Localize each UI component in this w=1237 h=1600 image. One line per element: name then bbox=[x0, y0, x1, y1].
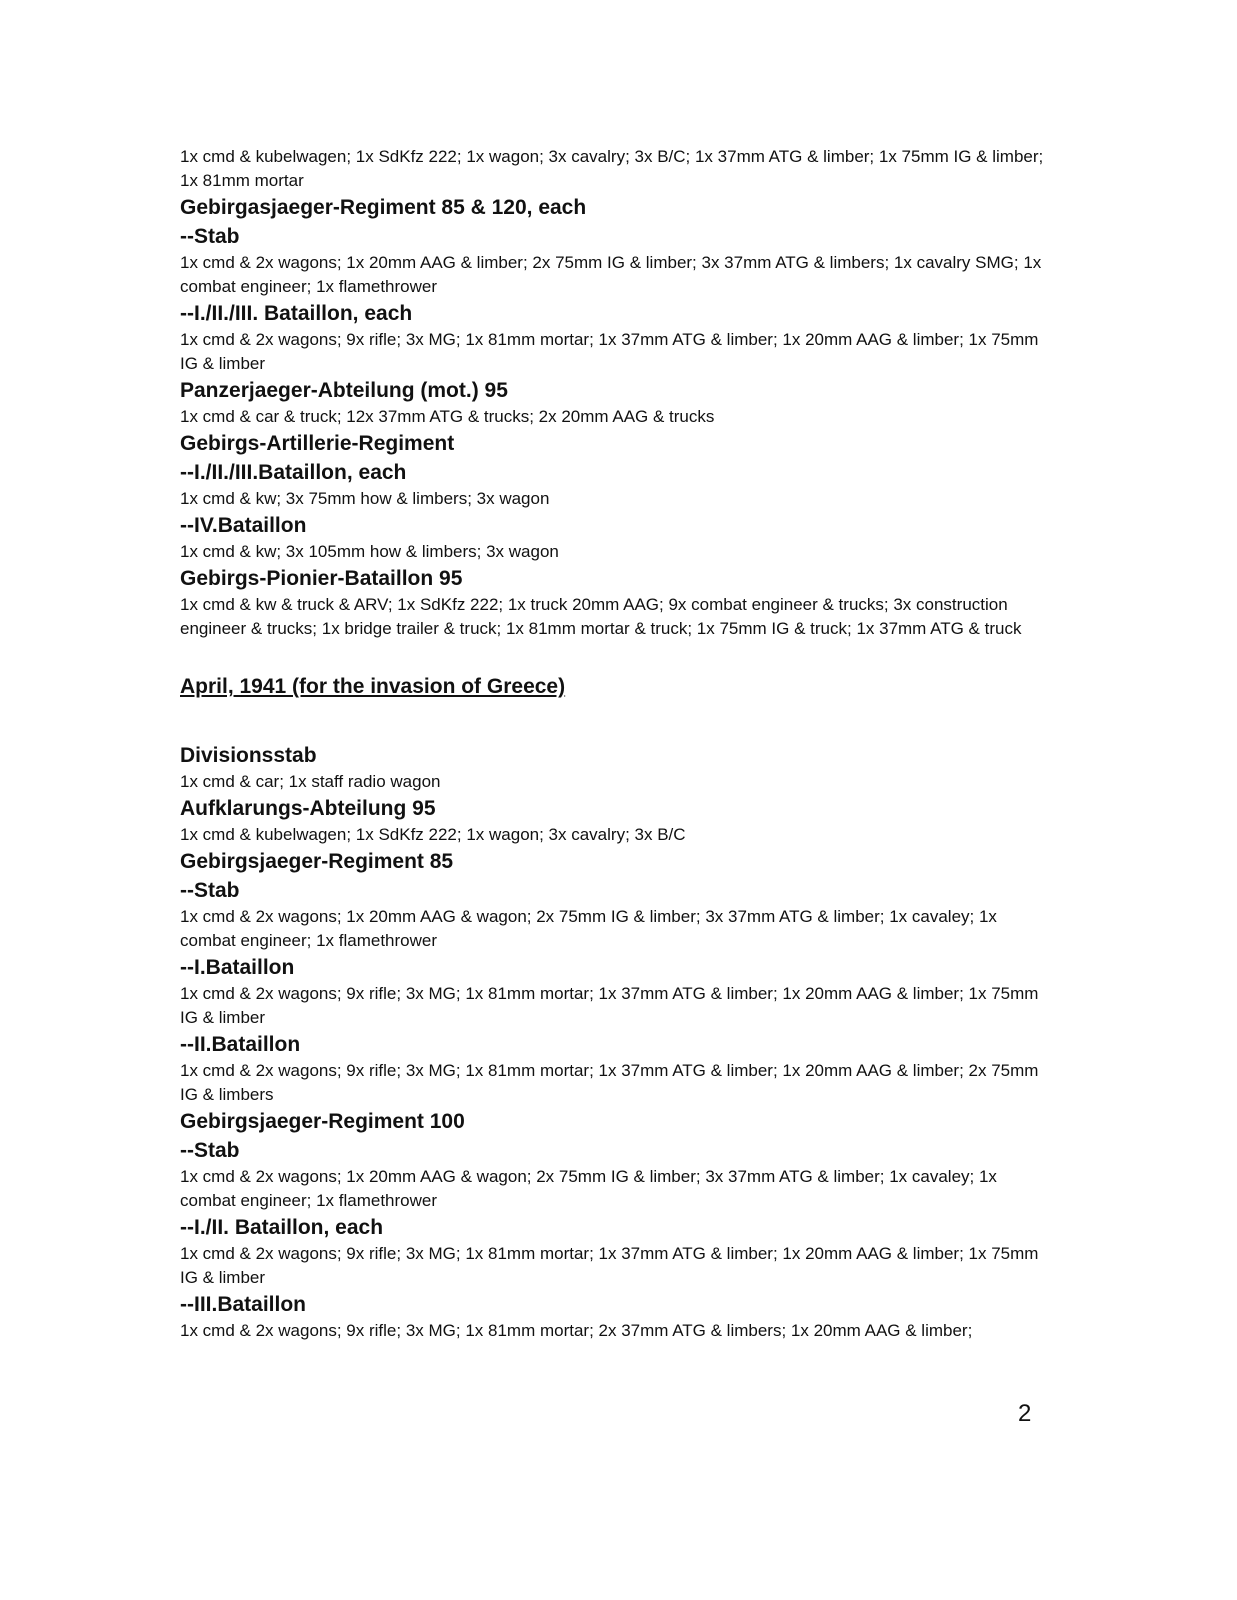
unit-details: 1x cmd & 2x wagons; 9x rifle; 3x MG; 1x 81mm mortar; 1x 37mm ATG & limber; 1x 20mm AAG & limber; 1x 75mm IG & limber bbox=[180, 1244, 1039, 1287]
unit-details: 1x cmd & 2x wagons; 9x rifle; 3x MG; 1x 81mm mortar; 2x 37mm ATG & limbers; 1x 20mm AAG & limber; bbox=[180, 1321, 973, 1340]
unit-heading: --III.Bataillon bbox=[180, 1293, 306, 1316]
unit-heading: Aufklarungs-Abteilung 95 bbox=[180, 797, 436, 820]
unit-details: 1x cmd & kw; 3x 105mm how & limbers; 3x wagon bbox=[180, 542, 559, 561]
unit-details: 1x cmd & kw & truck & ARV; 1x SdKfz 222; 1x truck 20mm AAG; 9x combat engineer & trucks; 3x construction engineer & trucks; 1x bridge trailer & truck; 1x 81mm mortar & truck; 1x 75mm IG & truck; 1x 37mm ATG & truck bbox=[180, 595, 1022, 638]
unit-heading: --II.Bataillon bbox=[180, 1033, 301, 1056]
unit-details: 1x cmd & 2x wagons; 9x rifle; 3x MG; 1x 81mm mortar; 1x 37mm ATG & limber; 1x 20mm AAG & limber; 2x 75mm IG & limbers bbox=[180, 1061, 1039, 1104]
document-page bbox=[180, 145, 1050, 1343]
unit-heading: Gebirgsjaeger-Regiment 100 bbox=[180, 1110, 465, 1133]
unit-details: 1x cmd & kubelwagen; 1x SdKfz 222; 1x wagon; 3x cavalry; 3x B/C; 1x 37mm ATG & limber; 1x 75mm IG & limber; 1x 81mm mortar bbox=[180, 147, 1044, 190]
unit-heading: --Stab bbox=[180, 879, 240, 902]
unit-heading: --Stab bbox=[180, 1139, 240, 1162]
unit-heading: --I./II./III. Bataillon, each bbox=[180, 302, 413, 325]
unit-details: 1x cmd & 2x wagons; 9x rifle; 3x MG; 1x 81mm mortar; 1x 37mm ATG & limber; 1x 20mm AAG & limber; 1x 75mm IG & limber bbox=[180, 330, 1039, 373]
unit-heading: --I.Bataillon bbox=[180, 956, 295, 979]
unit-heading: --Stab bbox=[180, 225, 240, 248]
unit-heading: --IV.Bataillon bbox=[180, 514, 307, 537]
content-bottom bbox=[180, 741, 1050, 1343]
unit-details: 1x cmd & kubelwagen; 1x SdKfz 222; 1x wagon; 3x cavalry; 3x B/C bbox=[180, 825, 686, 844]
unit-details: 1x cmd & car & truck; 12x 37mm ATG & trucks; 2x 20mm AAG & trucks bbox=[180, 407, 715, 426]
unit-details: 1x cmd & kw; 3x 75mm how & limbers; 3x wagon bbox=[180, 489, 550, 508]
unit-heading: Gebirgsjaeger-Regiment 85 bbox=[180, 850, 454, 873]
unit-details: 1x cmd & 2x wagons; 9x rifle; 3x MG; 1x 81mm mortar; 1x 37mm ATG & limber; 1x 20mm AAG & limber; 1x 75mm IG & limber bbox=[180, 984, 1039, 1027]
page-number: 2 bbox=[1018, 1400, 1032, 1427]
unit-heading: Panzerjaeger-Abteilung (mot.) 95 bbox=[180, 379, 508, 402]
spacer bbox=[180, 701, 1050, 741]
unit-heading: Gebirgasjaeger-Regiment 85 & 120, each bbox=[180, 196, 587, 219]
unit-details: 1x cmd & 2x wagons; 1x 20mm AAG & limber; 2x 75mm IG & limber; 3x 37mm ATG & limbers; 1x cavalry SMG; 1x combat engineer; 1x flamethrower bbox=[180, 253, 1042, 296]
unit-heading: --I./II./III.Bataillon, each bbox=[180, 461, 407, 484]
unit-details: 1x cmd & 2x wagons; 1x 20mm AAG & wagon; 2x 75mm IG & limber; 3x 37mm ATG & limber; 1x cavaley; 1x combat engineer; 1x flamethrower bbox=[180, 907, 997, 950]
unit-heading: Divisionsstab bbox=[180, 744, 317, 767]
unit-heading: Gebirgs-Artillerie-Regiment bbox=[180, 432, 455, 455]
section-title: April, 1941 (for the invasion of Greece) bbox=[180, 675, 566, 698]
unit-heading: --I./II. Bataillon, each bbox=[180, 1216, 384, 1239]
spacer bbox=[180, 641, 1050, 672]
unit-heading: Gebirgs-Pionier-Bataillon 95 bbox=[180, 567, 463, 590]
content-top bbox=[180, 145, 1050, 641]
unit-details: 1x cmd & 2x wagons; 1x 20mm AAG & wagon; 2x 75mm IG & limber; 3x 37mm ATG & limber; 1x cavaley; 1x combat engineer; 1x flamethrower bbox=[180, 1167, 997, 1210]
unit-details: 1x cmd & car; 1x staff radio wagon bbox=[180, 772, 441, 791]
